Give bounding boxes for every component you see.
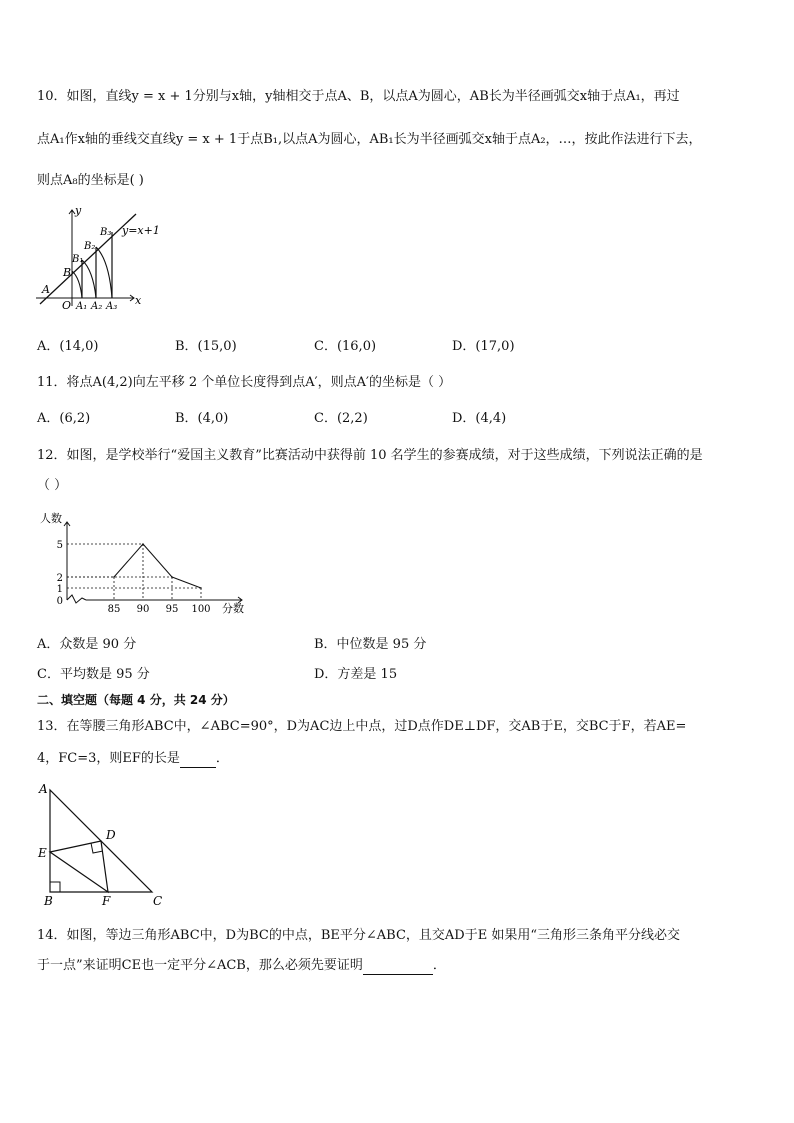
q13-answer-blank[interactable] (180, 754, 216, 768)
q13-label-F: F (102, 894, 111, 908)
q10-label-B3: B₃ (100, 227, 112, 238)
chart-segment-0 (114, 544, 143, 577)
chart-x-axis-break (67, 595, 86, 603)
q13-label-D: D (106, 828, 116, 842)
q11-option-c: C．(2,2) (314, 411, 368, 426)
q12-text-line-2: （ ） (37, 478, 68, 493)
q10-label-A3: A₃ (106, 301, 118, 312)
q10-label-O: O (62, 299, 72, 312)
q13-text-pre: 4，FC=3，则EF的长是 (37, 751, 180, 766)
q10-option-b: B．(15,0) (175, 339, 237, 354)
q13-label-E: E (38, 846, 47, 860)
q11-text: 11．将点A(4,2)向左平移 2 个单位长度得到点A′，则点A′的坐标是（ ） (37, 375, 452, 390)
q10-label-x: x (135, 294, 142, 307)
q10-label-B2: B₂ (84, 241, 96, 252)
q14-text-line-1: 14．如图，等边三角形ABC中，D为BC的中点，BE平分∠ABC，且交AD于E 如果用“三角形三条角平分线必交 (37, 928, 680, 943)
q14-text-line-2 (37, 957, 446, 975)
q12-option-c: C．平均数是 95 分 (37, 667, 150, 682)
q14-answer-blank[interactable] (363, 961, 433, 975)
chart-x-tick-3: 100 (191, 604, 211, 615)
q13-label-C: C (153, 894, 163, 908)
chart-point-1 (142, 543, 144, 545)
chart-y-tick-0: 0 (56, 596, 63, 607)
q12-line-chart (30, 508, 260, 618)
q13-text-post: ． (215, 751, 229, 766)
q10-option-d: D．(17,0) (452, 339, 515, 354)
chart-ylabel: 人数 (40, 512, 62, 525)
q10-option-c: C．(16,0) (314, 339, 377, 354)
q10-label-A2: A₂ (91, 301, 103, 312)
q14-text-pre: 于一点”来证明CE也一定平分∠ACB，那么必须先要证明 (37, 958, 363, 973)
q10-option-a: A．(14,0) (37, 339, 99, 354)
chart-segment-2 (172, 577, 201, 588)
q10-text-line-1: 10．如图，直线y = x + 1分别与x轴，y轴相交于点A、B，以点A为圆心，AB长为半径画弧交x轴于点A₁，再过 (37, 89, 680, 104)
chart-point-3 (200, 587, 202, 589)
q13-label-B: B (44, 894, 53, 908)
section-heading: 二、填空题（每题 4 分，共 24 分） (37, 693, 235, 707)
q10-text-line-2: 点A₁作x轴的垂线交直线y = x + 1于点B₁,以点A为圆心，AB₁长为半径画弧交x轴于点A₂，…，按此作法进行下去， (37, 132, 702, 147)
chart-y-tick-2: 2 (56, 573, 63, 584)
chart-x-tick-1: 90 (136, 604, 150, 615)
q10-label-B: B (63, 266, 72, 279)
q11-option-b: B．(4,0) (175, 411, 229, 426)
q10-label-line: y=x+1 (122, 224, 160, 237)
q14-text-post: ． (432, 958, 446, 973)
q13-text-line-2 (37, 750, 229, 768)
chart-xlabel: 分数 (222, 602, 244, 615)
chart-segment-1 (143, 544, 172, 577)
q12-text-line-1: 12．如图，是学校举行“爱国主义教育”比赛活动中获得前 10 名学生的参赛成绩，对于这些成绩，下列说法正确的是 (37, 448, 703, 463)
q10-text-line-3: 则点A₈的坐标是( ) (37, 173, 144, 188)
chart-x-tick-2: 95 (165, 604, 179, 615)
q10-figure (30, 200, 180, 315)
q12-option-a: A．众数是 90 分 (37, 637, 137, 652)
chart-y-tick-3: 5 (56, 540, 63, 551)
q10-label-y: y (75, 204, 82, 217)
q10-label-A: A (42, 283, 50, 296)
q13-text-line-1: 13．在等腰三角形ABC中，∠ABC=90°，D为AC边上中点，过D点作DE⊥DF，交AB于E，交BC于F，若AE= (37, 719, 687, 734)
chart-point-0 (113, 576, 115, 578)
q12-option-b: B．中位数是 95 分 (314, 637, 427, 652)
chart-y-tick-1: 1 (56, 584, 63, 595)
q10-label-B1: B₁ (72, 254, 84, 265)
chart-x-tick-0: 85 (107, 604, 121, 615)
q10-label-A1: A₁ (76, 301, 88, 312)
q11-option-a: A．(6,2) (37, 411, 91, 426)
q12-option-d: D．方差是 15 (314, 667, 398, 682)
q11-option-d: D．(4,4) (452, 411, 507, 426)
q13-label-A: A (39, 782, 48, 796)
q13-figure (30, 780, 180, 910)
chart-point-2 (171, 576, 173, 578)
